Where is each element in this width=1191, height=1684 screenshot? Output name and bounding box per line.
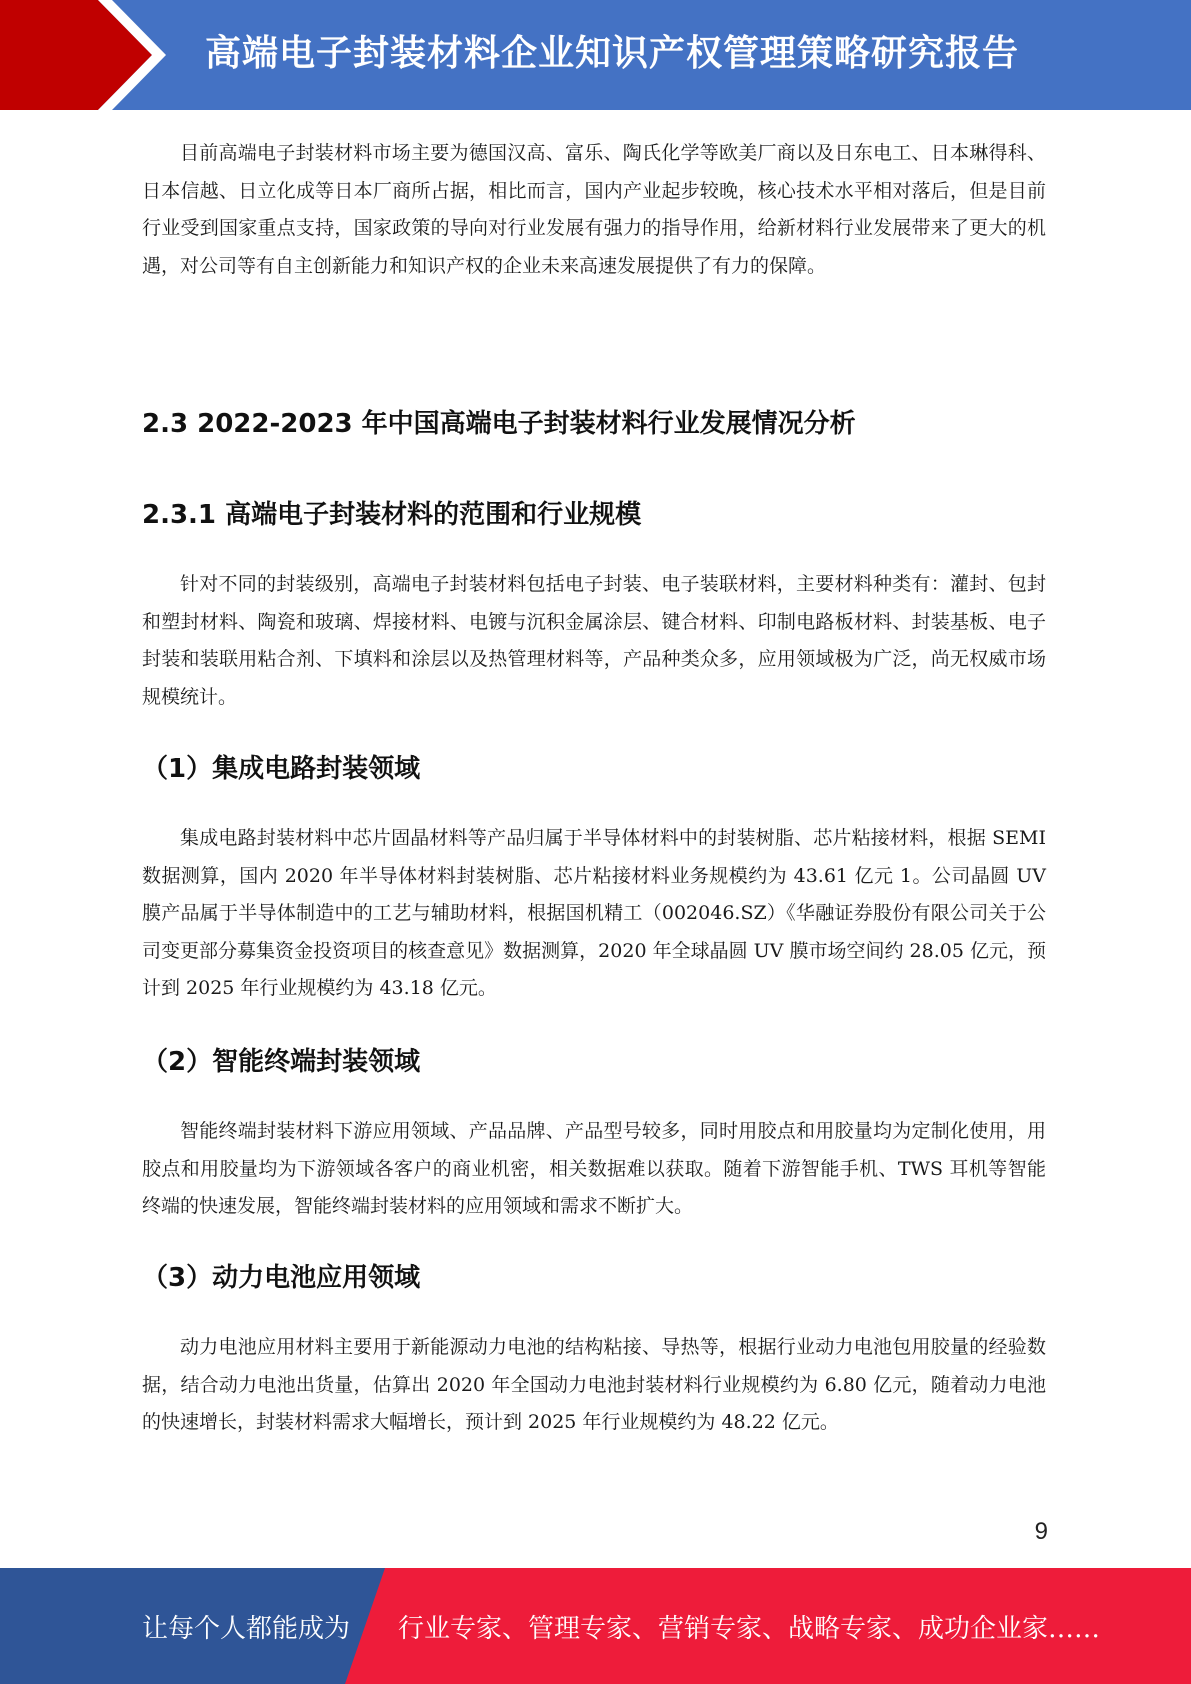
- footer-slogan-left: 让每个人都能成为: [142, 1614, 351, 1644]
- subsection-3-paragraph: 动力电池应用材料主要用于新能源动力电池的结构粘接、导热等，根据行业动力电池包用胶量的经验数据，结合动力电池出货量，估算出 2020 年全国动力电池封装材料行业规模约为 6.80 亿元，随着动力电池的快速增长，封装材料需求大幅增长，预计到 2025 年行业规模约为 48.22 亿元。: [142, 1336, 1046, 1433]
- intro-paragraph: 目前高端电子封装材料市场主要为德国汉高、富乐、陶氏化学等欧美厂商以及日东电工、日本琳得科、日本信越、日立化成等日本厂商所占据，相比而言，国内产业起步较晚，核心技术水平相对落后，但是目前行业受到国家重点支持，国家政策的导向对行业发展有强力的指导作用，给新材料行业发展带来了更大的机遇，对公司等有自主创新能力和知识产权的企业未来高速发展提供了有力的保障。: [142, 142, 1046, 277]
- subsection-1-paragraph: 集成电路封装材料中芯片固晶材料等产品归属于半导体材料中的封装树脂、芯片粘接材料，根据 SEMI 数据测算，国内 2020 年半导体材料封装树脂、芯片粘接材料业务规模约为 43.61 亿元 1。公司晶圆 UV 膜产品属于半导体制造中的工艺与辅助材料，根据国机精工（002046.SZ）《华融证券股份有限公司关于公司变更部分募集资金投资项目的核查意见》数据测算，2020 年全球晶圆 UV 膜市场空间约 28.05 亿元，预计到 2025 年行业规模约为 43.18 亿元。: [142, 827, 1046, 999]
- page-header: [0, 0, 1191, 110]
- page-number: 9: [1034, 1518, 1048, 1545]
- section-2-3-1-paragraph: 针对不同的封装级别，高端电子封装材料包括电子封装、电子装联材料，主要材料种类有：灌封、包封和塑封材料、陶瓷和玻璃、焊接材料、电镀与沉积金属涂层、键合材料、印制电路板材料、封装基板、电子封装和装联用粘合剂、下填料和涂层以及热管理材料等，产品种类众多，应用领域极为广泛，尚无权威市场规模统计。: [142, 573, 1046, 708]
- section-2-3-1-heading: 2.3.1 高端电子封装材料的范围和行业规模: [142, 500, 642, 530]
- subsection-1-heading: （1）集成电路封装领域: [142, 754, 421, 784]
- subsection-3-heading: （3）动力电池应用领域: [142, 1263, 421, 1293]
- subsection-2-paragraph: 智能终端封装材料下游应用领域、产品品牌、产品型号较多，同时用胶点和用胶量均为定制化使用，用胶点和用胶量均为下游领域各客户的商业机密，相关数据难以获取。随着下游智能手机、TWS 耳机等智能终端的快速发展，智能终端封装材料的应用领域和需求不断扩大。: [142, 1120, 1046, 1217]
- header-red-arrow: [0, 0, 152, 110]
- section-2-3-heading: 2.3 2022-2023 年中国高端电子封装材料行业发展情况分析: [142, 409, 856, 439]
- footer-slogan-right: 行业专家、管理专家、营销专家、战略专家、成功企业家……: [398, 1614, 1101, 1644]
- header-title: 高端电子封装材料企业知识产权管理策略研究报告: [205, 33, 1020, 74]
- page-footer: [0, 1568, 1191, 1684]
- subsection-2-heading: （2）智能终端封装领域: [142, 1047, 421, 1077]
